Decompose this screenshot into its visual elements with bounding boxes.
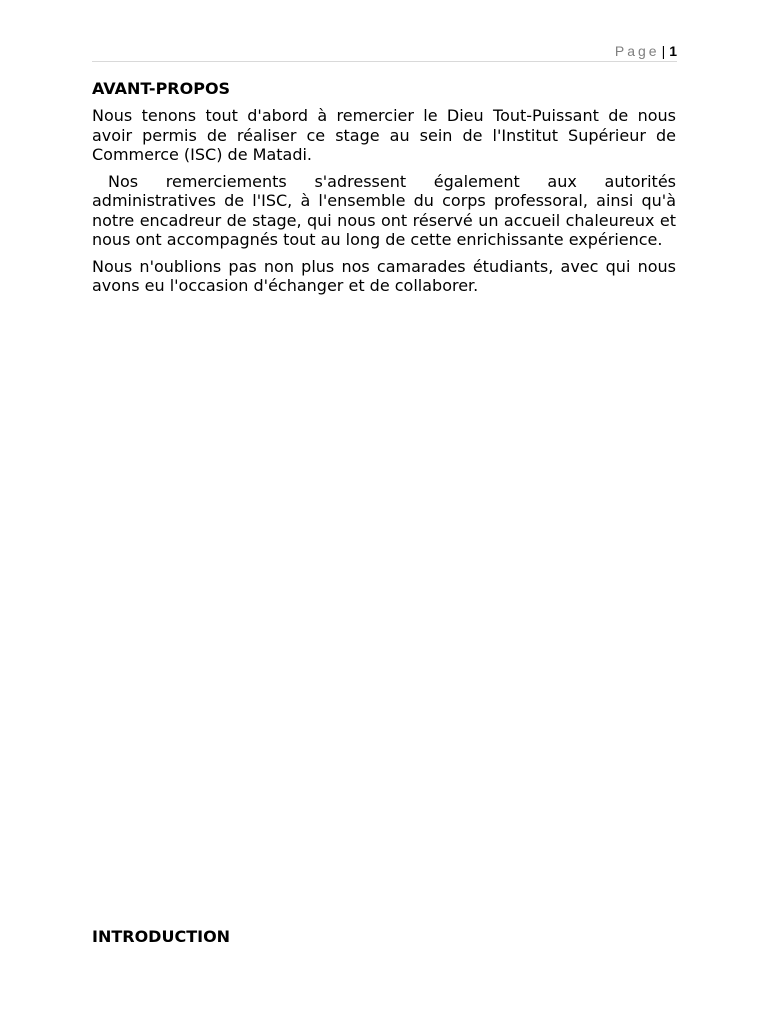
paragraph-thanks-god: Nous tenons tout d'abord à remercier le Dieu Tout-Puissant de nous avoir permis de réaliser ce stage au sein de l'Institut Supérieur de Commerce (ISC) de Matadi. (92, 106, 676, 164)
page-separator: | (661, 43, 666, 59)
page-number: 1 (669, 43, 677, 59)
section-title-introduction: INTRODUCTION (92, 927, 231, 946)
section-title-avant-propos: AVANT-PROPOS (92, 79, 231, 98)
paragraph-thanks-students: Nous n'oublions pas non plus nos camarades étudiants, avec qui nous avons eu l'occasion d'échanger et de collaborer. (92, 256, 676, 295)
page-label: Page (614, 43, 660, 59)
page-header (92, 41, 677, 62)
document-body (92, 78, 676, 296)
paragraph-thanks-staff: Nos remerciements s'adressent également aux autorités administratives de l'ISC, à l'ensemble du corps professoral, ainsi qu'à notre encadreur de stage, qui nous ont réservé un accueil chaleureux et nous ont accompagnés tout au long de cette enrichissante expérience. (92, 171, 676, 249)
